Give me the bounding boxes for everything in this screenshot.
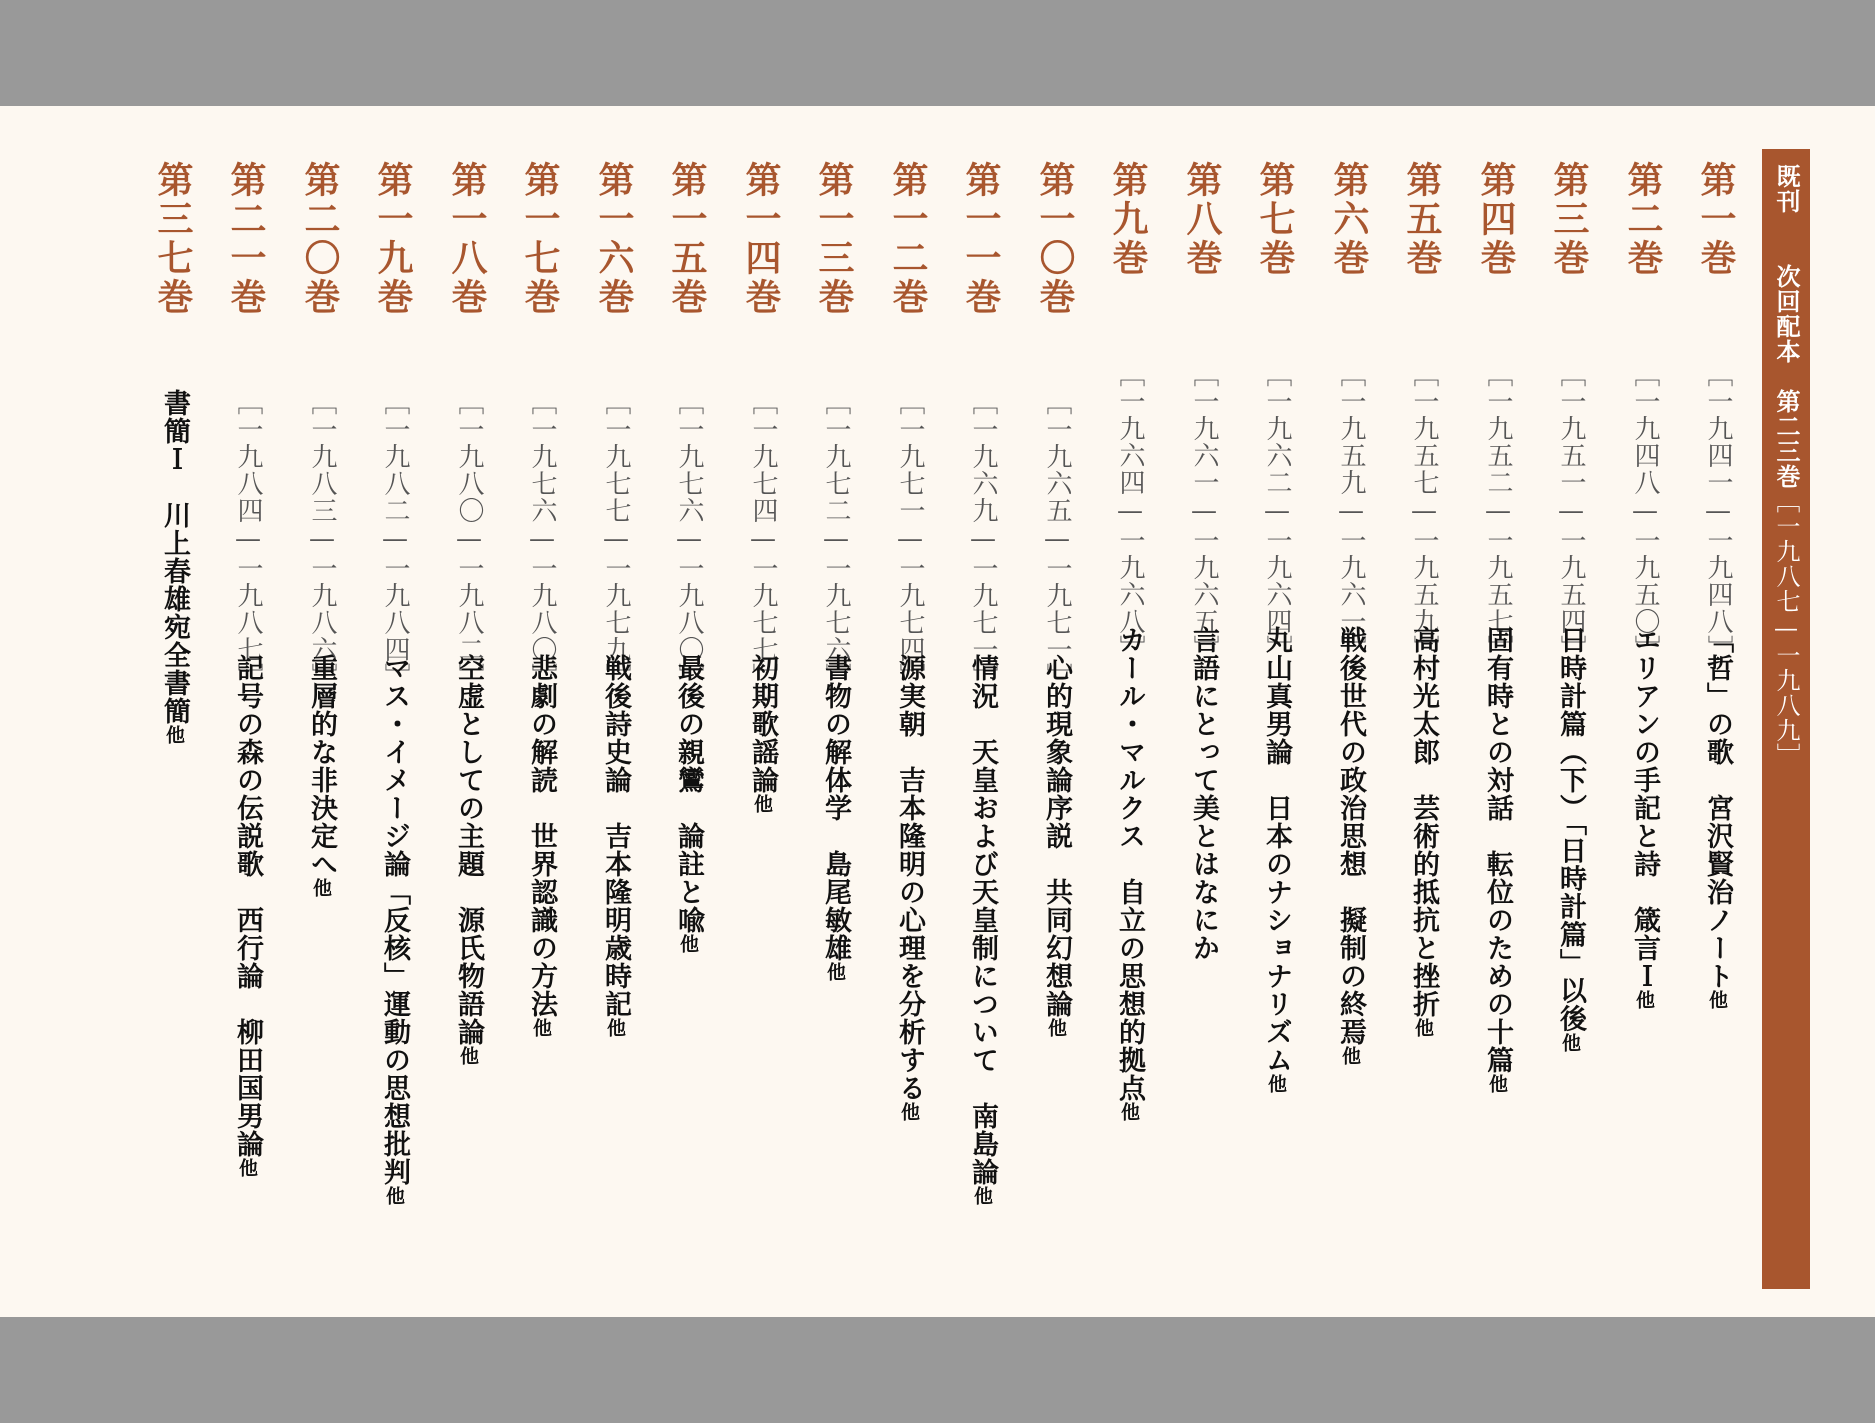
volume-other-note: 他	[1265, 1074, 1287, 1094]
volume-title-group	[1030, 654, 1096, 1038]
volume-number: 第九巻	[1107, 161, 1149, 278]
volume-entry	[361, 161, 413, 1281]
volume-other-note: 他	[1339, 1046, 1361, 1066]
volume-number: 第一九巻	[372, 161, 414, 317]
volume-number: 第六巻	[1328, 161, 1370, 278]
volume-title-group	[148, 389, 214, 745]
volume-other-note: 他	[457, 1046, 479, 1066]
volume-years: ［一九四一—一九四八］	[1703, 361, 1733, 662]
volume-title-group	[368, 654, 434, 1206]
volume-list	[0, 106, 1875, 1317]
volume-number: 第七巻	[1254, 161, 1296, 278]
volume-years: ［一九八二—一九八四］	[380, 389, 410, 690]
volume-other-note: 他	[751, 794, 773, 814]
volume-title-group	[1544, 626, 1610, 1053]
volume-title-group	[956, 654, 1022, 1206]
volume-number: 第三七巻	[152, 161, 194, 317]
volume-entry	[508, 161, 560, 1281]
volume-title-group	[883, 654, 949, 1122]
volume-title-group	[515, 654, 581, 1038]
volume-title: 丸山真男論 日本のナショナリズム	[1261, 626, 1292, 1074]
viewer-bottom-bar	[0, 1317, 1875, 1423]
volume-years: ［一九四八—一九五〇］	[1630, 361, 1660, 662]
volume-title-group	[1250, 626, 1316, 1094]
volume-years: ［一九六五—一九七一］	[1042, 389, 1072, 690]
volume-entry	[1537, 161, 1589, 1281]
volume-other-note: 他	[824, 962, 846, 982]
volume-title: 書物の解体学 島尾敏雄	[820, 654, 851, 962]
volume-title-group	[1177, 626, 1229, 962]
volume-title-group	[1103, 626, 1169, 1122]
volume-number: 第一〇巻	[1034, 161, 1076, 317]
viewer-top-bar	[0, 0, 1875, 106]
volume-title-group	[589, 654, 655, 1038]
volume-years: ［一九八三—一九八六］	[307, 389, 337, 690]
volume-other-note: 他	[163, 725, 185, 745]
volume-other-note: 他	[1559, 1032, 1581, 1053]
volume-other-note: 他	[1045, 1018, 1067, 1038]
volume-other-note: 他	[971, 1186, 993, 1206]
next-volume-years: ［一九八七—一九八九］	[1772, 489, 1800, 768]
volume-entry	[1611, 161, 1663, 1281]
volume-years: ［一九八四—一九八七］	[233, 389, 263, 690]
volume-other-note: 他	[530, 1018, 552, 1038]
volume-title: 空虚としての主題 源氏物語論	[453, 654, 484, 1046]
volume-number: 第二巻	[1622, 161, 1664, 278]
volume-years: ［一九六九—一九七一］	[968, 389, 998, 690]
volume-title-group	[662, 654, 728, 954]
volume-years: ［一九六四—一九六八］	[1115, 361, 1145, 662]
volume-title: 初期歌謡論	[747, 654, 778, 794]
volume-entry	[876, 161, 928, 1281]
volume-entry	[1243, 161, 1295, 1281]
volume-entry	[1390, 161, 1442, 1281]
volume-years: ［一九七二—一九七六］	[821, 389, 851, 690]
volume-other-note: 他	[1706, 990, 1728, 1010]
volume-title-group	[736, 654, 802, 814]
volume-title: 固有時との対話 転位のための十篇	[1482, 626, 1513, 1074]
volume-years: ［一九五九—一九六一］	[1336, 361, 1366, 662]
volume-years: ［一九七七—一九七九］	[601, 389, 631, 690]
volume-title: 高村光太郎 芸術的抵抗と挫折	[1408, 626, 1439, 1018]
volume-title: 戦後世代の政治思想 擬制の終焉	[1335, 626, 1366, 1046]
volume-title: 源実朝 吉本隆明の心理を分析する	[894, 654, 925, 1102]
volume-title: 戦後詩史論 吉本隆明歳時記	[600, 654, 631, 1018]
volume-other-note: 他	[236, 1158, 258, 1178]
volume-title: エリアンの手記と詩 箴言Ｉ	[1629, 626, 1660, 990]
volume-number: 第一四巻	[740, 161, 782, 317]
volume-other-note: 他	[898, 1102, 920, 1122]
volume-number: 第一五巻	[666, 161, 708, 317]
volume-number: 第四巻	[1475, 161, 1517, 278]
volume-other-note: 他	[604, 1018, 626, 1038]
volume-title-group	[1691, 626, 1757, 1010]
volume-entry	[949, 161, 1001, 1281]
volume-number: 第三巻	[1548, 161, 1590, 278]
volume-title: マス・イメージ論「反核」運動の思想批判	[379, 654, 410, 1186]
volume-entry	[1170, 161, 1222, 1281]
volume-number: 第二〇巻	[299, 161, 341, 317]
volume-other-note: 他	[1633, 990, 1655, 1010]
volume-entry	[141, 161, 193, 1281]
volume-title: 記号の森の伝説歌 西行論 柳田国男論	[232, 654, 263, 1158]
volume-years: ［一九五一—一九五四］	[1556, 361, 1586, 662]
volume-title: 重層的な非決定へ	[306, 654, 337, 878]
volume-entry	[1464, 161, 1516, 1281]
volume-other-note: 他	[1412, 1018, 1434, 1038]
volume-title-group	[809, 654, 875, 982]
volume-number: 第八巻	[1181, 161, 1223, 278]
volume-entry	[1317, 161, 1369, 1281]
volume-title: 「哲」の歌 宮沢賢治ノート	[1702, 626, 1733, 990]
volume-other-note: 他	[1118, 1102, 1140, 1122]
volume-years: ［一九五二—一九五七］	[1483, 361, 1513, 662]
volume-other-note: 他	[677, 934, 699, 954]
volume-title: 日時計篇（下）「日時計篇」以後	[1555, 626, 1586, 1033]
volume-number: 第五巻	[1401, 161, 1443, 278]
volume-number: 第一二巻	[887, 161, 929, 317]
volume-years: ［一九六一—一九六五］	[1189, 361, 1219, 662]
volume-number: 第一三巻	[813, 161, 855, 317]
volume-entry	[1684, 161, 1736, 1281]
volume-title-group	[442, 654, 508, 1066]
volume-title: 最後の親鸞 論註と喩	[673, 654, 704, 934]
volume-entry	[214, 161, 266, 1281]
volume-entry	[435, 161, 487, 1281]
volume-years: ［一九七四—一九七七］	[748, 389, 778, 690]
volume-years: ［一九六二—一九六四］	[1262, 361, 1292, 662]
volume-entry	[729, 161, 781, 1281]
volume-title-group	[1324, 626, 1390, 1066]
volume-title: 書簡Ｉ 川上春雄宛全書簡	[159, 389, 190, 725]
volume-entry	[1023, 161, 1075, 1281]
volume-number: 第一七巻	[519, 161, 561, 317]
volume-title-group	[1471, 626, 1537, 1094]
volume-title-group	[295, 654, 361, 898]
volume-number: 第一八巻	[446, 161, 488, 317]
volume-title: 悲劇の解読 世界認識の方法	[526, 654, 557, 1018]
volume-title: 情況 天皇および天皇制について 南島論	[967, 654, 998, 1186]
volume-other-note: 他	[1486, 1074, 1508, 1094]
volume-years: ［一九七六—一九八〇］	[527, 389, 557, 690]
volume-title: カール・マルクス 自立の思想的拠点	[1114, 626, 1145, 1102]
volume-number: 第二一巻	[225, 161, 267, 317]
volume-entry	[802, 161, 854, 1281]
book-page	[0, 106, 1875, 1317]
volume-title-group	[221, 654, 287, 1178]
next-volume: 第二三巻	[1772, 389, 1801, 489]
volume-title: 心的現象論序説 共同幻想論	[1041, 654, 1072, 1018]
volume-years: ［一九八〇—一九八二］	[454, 389, 484, 690]
volume-years: ［一九五七—一九五九］	[1409, 361, 1439, 662]
volume-number: 第一巻	[1695, 161, 1737, 278]
volume-years: ［一九七一—一九七四］	[895, 389, 925, 690]
volume-title-group	[1618, 626, 1684, 1010]
volume-entry	[1096, 161, 1148, 1281]
volume-entry	[582, 161, 634, 1281]
volume-entry	[288, 161, 340, 1281]
published-label: 既刊	[1772, 164, 1801, 214]
volume-number: 第一六巻	[593, 161, 635, 317]
volume-other-note: 他	[310, 878, 332, 898]
volume-title: 言語にとって美とはなにか	[1188, 626, 1219, 962]
volume-number: 第一一巻	[960, 161, 1002, 317]
volume-years: ［一九七六—一九八〇］	[674, 389, 704, 690]
next-distribution-label: 次回配本	[1772, 264, 1801, 364]
volume-entry	[655, 161, 707, 1281]
volume-other-note: 他	[383, 1186, 405, 1206]
volume-title-group	[1397, 626, 1463, 1038]
